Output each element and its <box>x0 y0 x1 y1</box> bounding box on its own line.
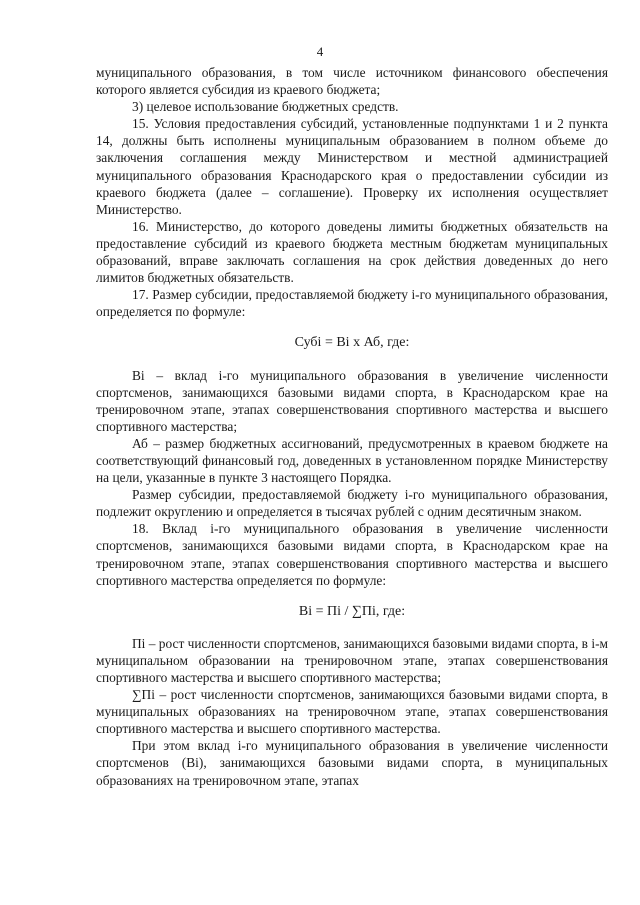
paragraph-16: 16. Министерство, до которого доведены лимиты бюджетных обязательств на предоставление субсидий из краевого бюджета местным бюджетам муниципальных образований, вправе заключать соглашения на срок действия доведенных до него лимитов бюджетных обязательств. <box>96 218 608 286</box>
paragraph-18: 18. Вклад i-го муниципального образования в увеличение численности спортсменов, занимающихся базовыми видами спорта, в Краснодарском крае на тренировочном этапе, этапах совершенствования спортивного мастерства и высшего спортивного мастерства определяется по формуле: <box>96 521 608 588</box>
definition-pi: Пi – рост численности спортсменов, занимающихся базовыми видами спорта, в i-м муниципальном образовании на тренировочном этапе, этапах совершенствования спортивного мастерства и высшего спортивного мастерства; <box>96 635 609 685</box>
paragraph-contribution-note: При этом вклад i-го муниципального образования в увеличение численности спортсменов (Вi), занимающихся базовыми видами спорта, в муниципальных образованиях на тренировочном этапе, этапах <box>96 738 608 788</box>
paragraph-continuation: муниципального образования, в том числе источником финансового обеспечения которого является субсидия из краевого бюджета; <box>96 65 608 98</box>
definition-ab: Аб – размер бюджетных ассигнований, предусмотренных в краевом бюджете на соответствующий финансовый год, доведенных в установленном порядке Министерству на цели, указанные в пункте 3 настоящего Порядка. <box>96 435 608 486</box>
page-number: 4 <box>316 44 324 59</box>
paragraph-15: 15. Условия предоставления субсидий, установленные подпунктами 1 и 2 пункта 14, должны быть исполнены муниципальным образованием в полном объеме до заключения соглашения между Министерством и местной администрацией муниципального образования Краснодарского края о предоставлении субсидии из краевого бюджета (далее – соглашение). Проверку их исполнения осуществляет Министерство. <box>96 116 608 217</box>
paragraph-17: 17. Размер субсидии, предоставляемой бюджету i-го муниципального образования, определяется по формуле: <box>96 287 608 320</box>
formula-subsidy: Субi = Вi х Аб, где: <box>294 335 410 351</box>
paragraph-item-3: 3) целевое использование бюджетных средств. <box>132 99 399 115</box>
definition-vi: Вi – вклад i-го муниципального образования в увеличение численности спортсменов, занимающихся базовыми видами спорта, в Краснодарском крае на тренировочном этапе, этапах совершенствования спортивного мастерства и высшего спортивного мастерства; <box>96 367 608 434</box>
paragraph-rounding: Размер субсидии, предоставляемой бюджету i-го муниципального образования, подлежит округлению и определяется в тысячах рублей с одним десятичным знаком. <box>96 487 608 520</box>
definition-sum-pi: ∑Пi – рост численности спортсменов, занимающихся базовыми видами спорта, в муниципальных образованиях на тренировочном этапе, этапах совершенствования спортивного мастерства и высшего спортивного мастерства. <box>96 687 608 737</box>
document-body <box>96 64 608 789</box>
formula-contribution: Вi = Пi / ∑Пi, где: <box>298 603 406 619</box>
